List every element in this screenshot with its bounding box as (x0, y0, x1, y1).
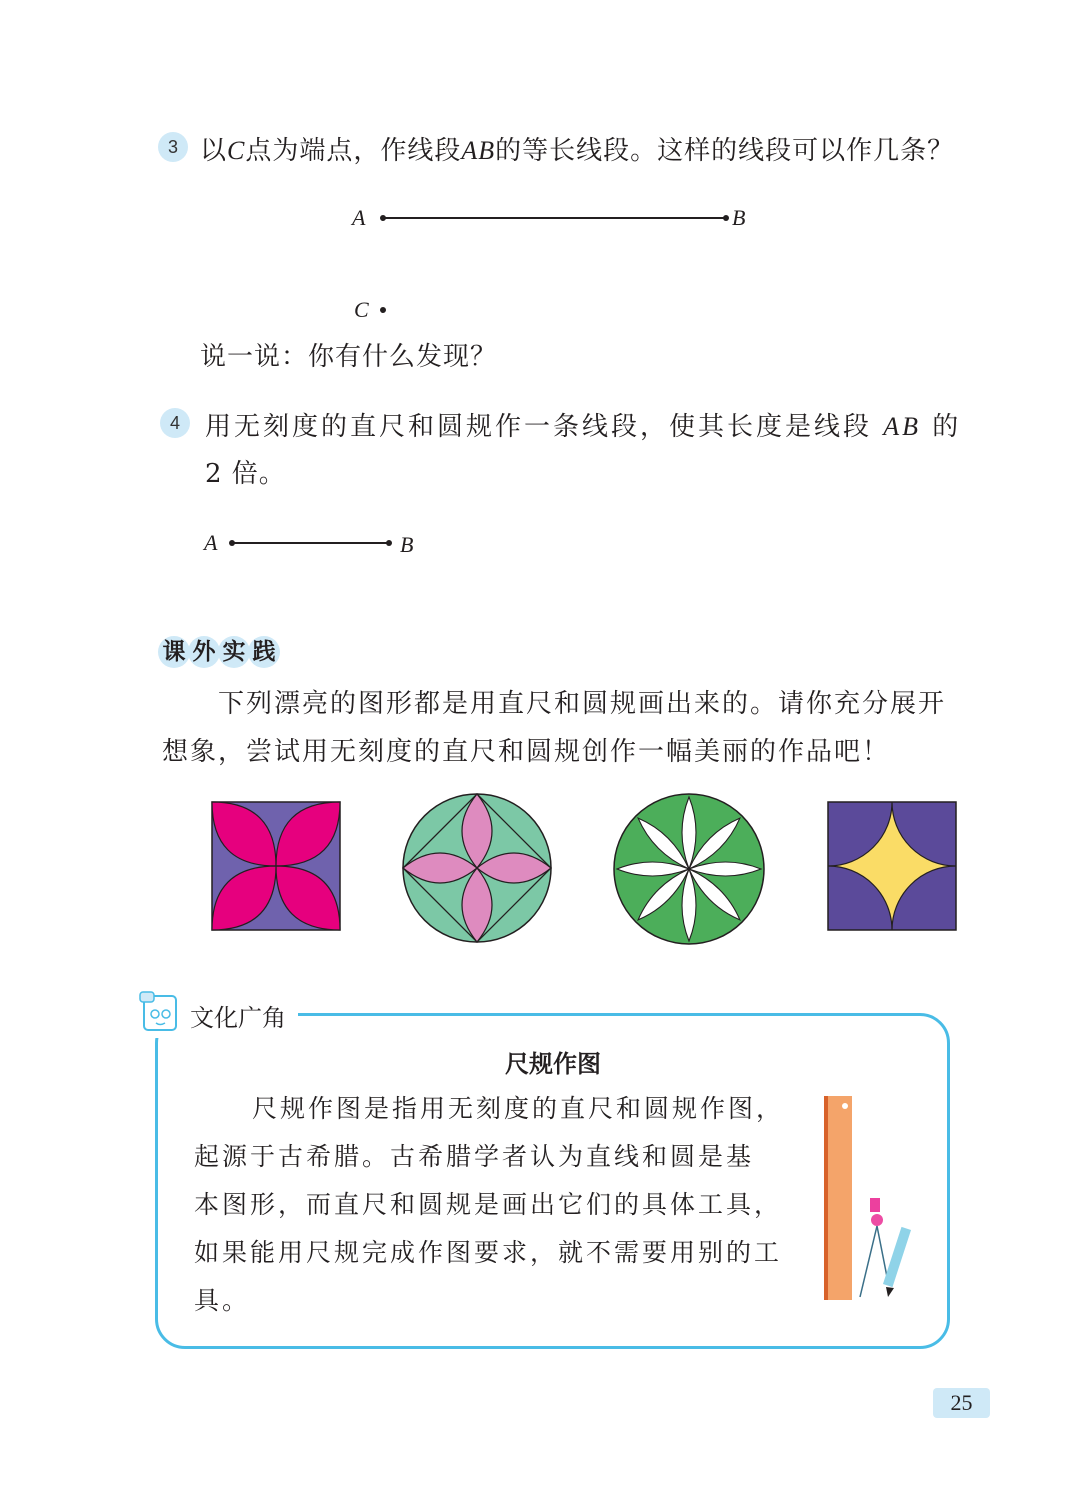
culture-heading: 尺规作图 (505, 1050, 601, 1078)
culture-line-1: 尺规作图是指用无刻度的直尺和圆规作图， (252, 1094, 785, 1123)
question-3-badge: 3 (158, 132, 188, 162)
q3-point-c (380, 307, 386, 313)
figure-square-star (827, 801, 957, 931)
figure-square-petals (211, 801, 341, 931)
q4-point-b (386, 540, 392, 546)
q3-point-a-label: A (352, 205, 366, 230)
q4-point-a-label: A (204, 530, 218, 555)
question-4-badge: 4 (160, 408, 190, 438)
culture-line-4: 如果能用尺规完成作图要求，就不需要用别的工 (194, 1238, 783, 1267)
discussion-prompt: 说一说：你有什么发现？ (200, 342, 498, 372)
q4-point-b-label: B (400, 532, 414, 557)
figure-circle-square-petals (401, 792, 553, 944)
practice-line-1: 下列漂亮的图形都是用直尺和圆规画出来的。请你充分展开 (218, 689, 947, 719)
culture-line-3: 本图形，而直尺和圆规是画出它们的具体工具， (194, 1190, 783, 1219)
question-4-line2: 2 倍。 (205, 459, 286, 489)
q3-point-b (723, 215, 729, 221)
culture-corner-label: 文化广角 (190, 1004, 286, 1032)
q3-point-c-label: C (354, 297, 369, 322)
culture-line-5: 具。 (194, 1286, 251, 1315)
question-3-text: 以C点为端点，作线段AB的等长线段。这样的线段可以作几条？ (200, 136, 955, 166)
question-4-line1: 用无刻度的直尺和圆规作一条线段，使其长度是线段 AB 的 (205, 412, 962, 442)
practice-section-title: 课 外 实 践 (158, 636, 278, 668)
figure-circle-eight-petals (612, 792, 766, 946)
ruler-compass-illustration (820, 1092, 920, 1304)
culture-line-2: 起源于古希腊。古希腊学者认为直线和圆是基 (194, 1142, 755, 1171)
q4-segment-ab (232, 542, 388, 544)
q3-segment-ab (383, 217, 726, 219)
page-number: 25 (933, 1388, 990, 1418)
book-mascot-icon (138, 990, 184, 1036)
practice-line-2: 想象，尝试用无刻度的直尺和圆规创作一幅美丽的作品吧！ (162, 737, 891, 767)
q3-point-b-label: B (732, 205, 746, 230)
